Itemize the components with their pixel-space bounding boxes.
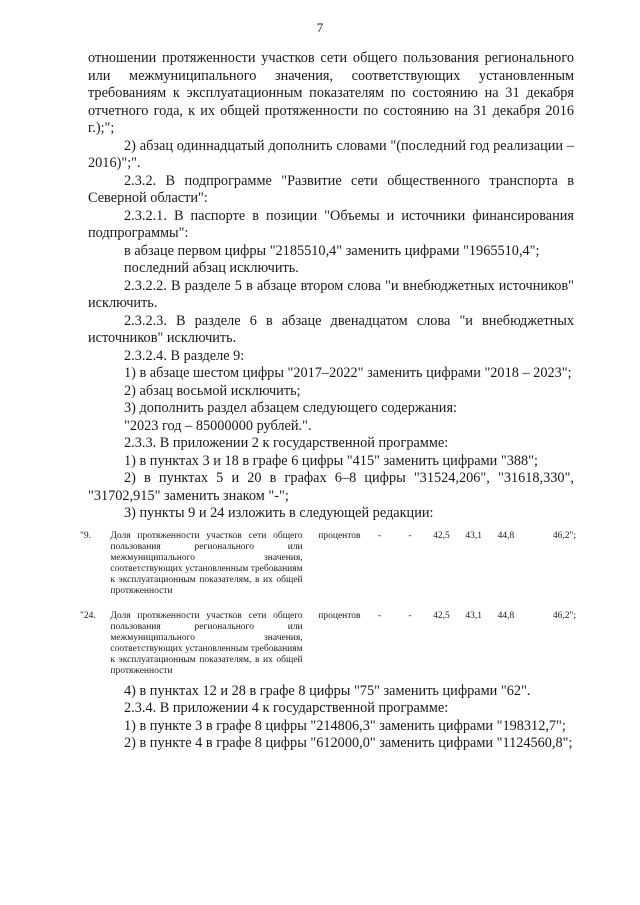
value-cell: - xyxy=(408,610,412,621)
value-cell: 46,2"; xyxy=(552,610,576,621)
row-number: "9. xyxy=(80,530,92,541)
paragraph: в абзаце первом цифры "2185510,4" заменить цифрами "1965510,4"; xyxy=(124,242,540,259)
unit-cell: процентов xyxy=(318,610,361,621)
amendment-paragraphs xyxy=(88,50,574,523)
paragraph: отношении протяженности участков сети общего пользования регионального или межмуниципального значения, соответствующих установленным требованиям к эксплуатационным показателям по состоянию на 31 декабря отчетного года, к их общей протяженности по состоянию на 31 декабря 2016 г.);"; xyxy=(88,50,574,136)
paragraph: последний абзац исключить. xyxy=(124,260,299,276)
paragraph: 2.3.2.3. В разделе 6 в абзаце двенадцатом слова "и внебюджетных источников" исключить. xyxy=(88,312,574,346)
value-cell: 46,2"; xyxy=(552,530,576,541)
value-cell: 42,5 xyxy=(433,530,450,541)
value-cell: 43,1 xyxy=(465,610,483,621)
paragraph: 2) абзац восьмой исключить; xyxy=(124,382,301,399)
paragraph: 1) в пункте 3 в графе 8 цифры "214806,3" заменить цифрами "198312,7"; xyxy=(124,717,566,734)
table-row xyxy=(78,611,578,677)
paragraph: 2.3.2.2. В разделе 5 в абзаце втором слова "и внебюджетных источников" исключить. xyxy=(88,277,574,311)
paragraph: 1) в абзаце шестом цифры "2017–2022" заменить цифрами "2018 – 2023"; xyxy=(124,365,572,381)
value-cell: 43,1 xyxy=(465,530,483,541)
value-cell: 42,5 xyxy=(433,610,450,621)
row-number: "24. xyxy=(80,610,96,621)
table-row xyxy=(78,531,578,597)
paragraph: 1) в пунктах 3 и 18 в графе 6 цифры "415" заменить цифрами "388"; xyxy=(124,452,538,469)
value-cell: 44,8 xyxy=(497,610,515,621)
value-cell: - xyxy=(377,610,382,621)
unit-cell: процентов xyxy=(318,530,361,541)
row-spacer xyxy=(78,597,578,611)
document-body xyxy=(80,50,576,753)
paragraph: 2.3.2.1. В паспорте в позиции "Объемы и источники финансирования подпрограммы": xyxy=(88,207,574,241)
page-number: 7 xyxy=(316,20,324,35)
indicator-name: Доля протяженности участков сети общего пользования регионального или межмуниципального значения, соответствующих установленным требованиям к эксплуатационным показателям, в их общей протяженности xyxy=(110,610,303,676)
value-cell: - xyxy=(408,530,412,541)
indicator-name: Доля протяженности участков сети общего пользования регионального или межмуниципального значения, соответствующих установленным требованиям к эксплуатационным показателям, в их общей протяженности xyxy=(110,530,303,596)
paragraph: 2) в пункте 4 в графе 8 цифры "612000,0" заменить цифрами "1124560,8"; xyxy=(124,735,573,751)
paragraph: 2) в пунктах 5 и 20 в графах 6–8 цифры "31524,206", "31618,330", "31702,915" заменить знаком "-"; xyxy=(88,470,574,504)
value-cell: - xyxy=(377,530,382,541)
paragraph: 2.3.2.4. В разделе 9: xyxy=(124,347,245,364)
paragraph: 3) пункты 9 и 24 изложить в следующей редакции: xyxy=(124,505,434,521)
paragraph: 2.3.2. В подпрограмме "Развитие сети общественного транспорта в Северной области": xyxy=(88,172,574,206)
paragraph: 2) абзац одиннадцатый дополнить словами "(последний год реализации – 2016)";". xyxy=(88,137,574,171)
indicator-table xyxy=(78,531,578,677)
paragraph: 2.3.3. В приложении 2 к государственной программе: xyxy=(124,435,449,451)
paragraph: 2.3.4. В приложении 4 к государственной программе: xyxy=(124,700,449,716)
paragraph: 4) в пунктах 12 и 28 в графе 8 цифры "75" заменить цифрами "62". xyxy=(124,682,531,699)
paragraph: 3) дополнить раздел абзацем следующего содержания: xyxy=(124,400,457,416)
amendment-paragraphs-after-table xyxy=(88,683,574,753)
paragraph: "2023 год – 85000000 рублей.". xyxy=(124,417,312,434)
value-cell: 44,8 xyxy=(497,530,515,541)
